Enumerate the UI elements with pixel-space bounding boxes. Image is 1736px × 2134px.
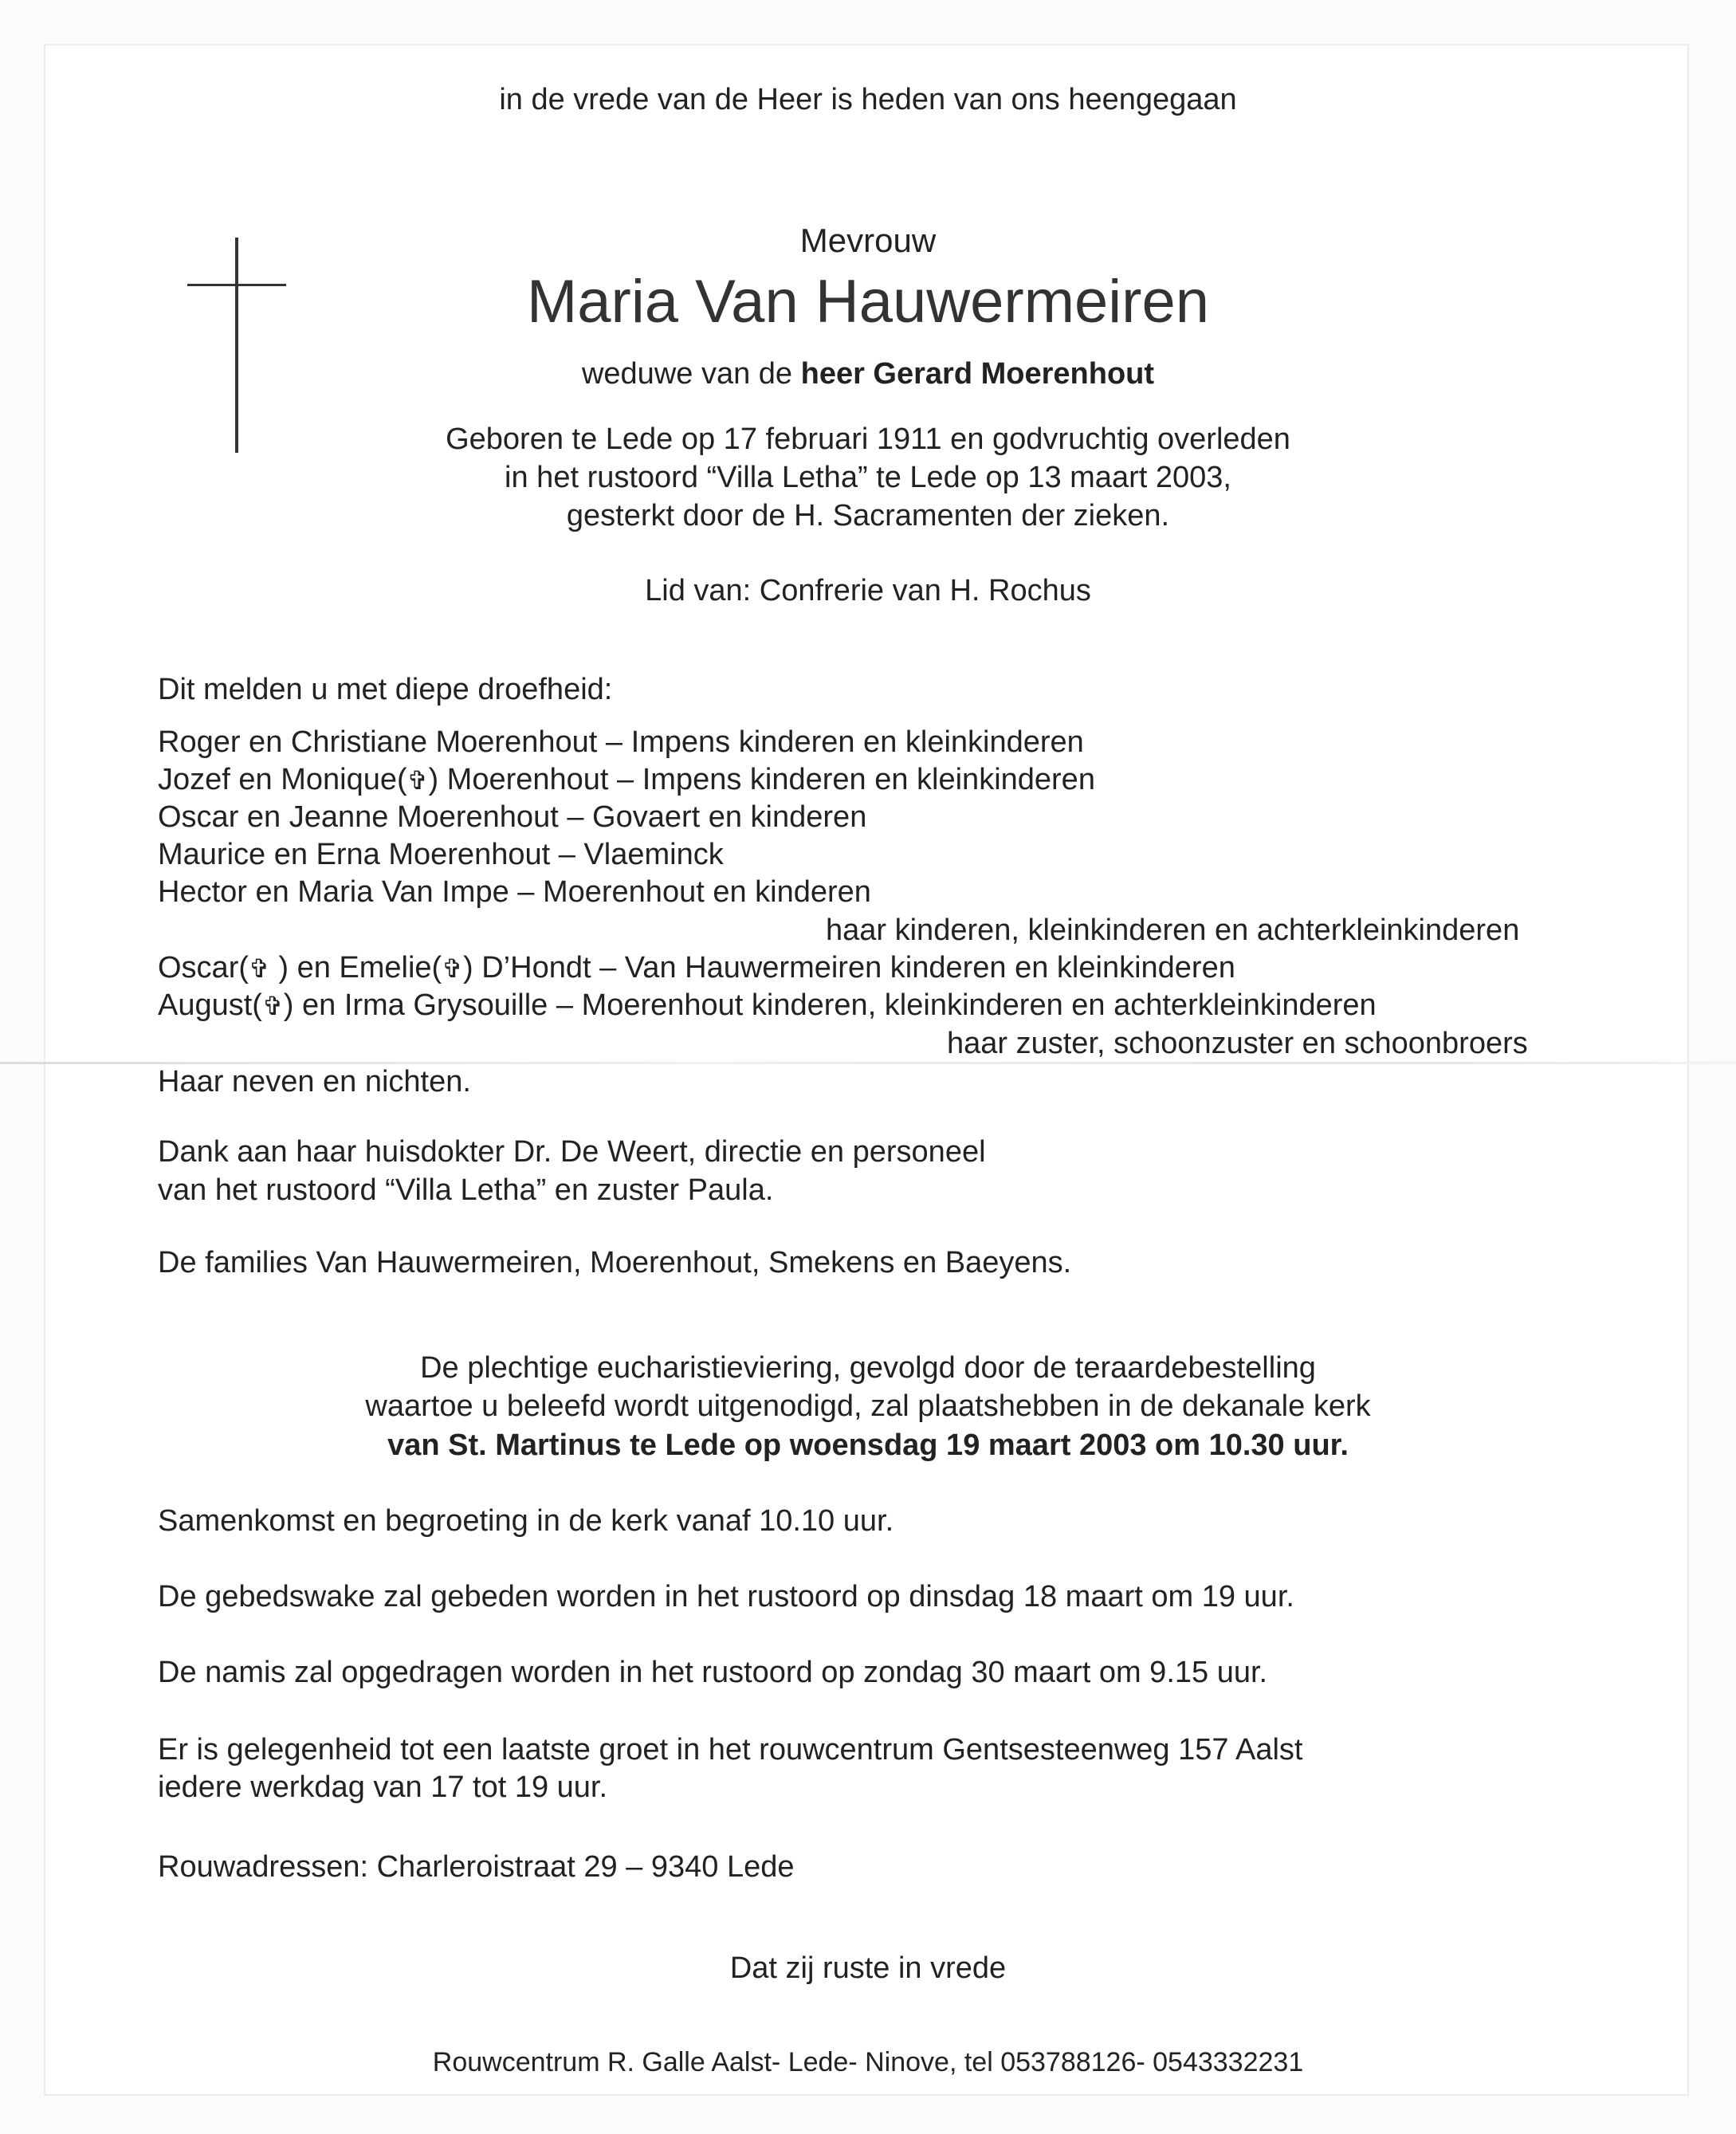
families-line: De families Van Hauwermeiren, Moerenhout, Smekens en Baeyens.	[158, 1246, 1072, 1279]
birth-line-3: gesterkt door de H. Sacramenten der zieken.	[566, 499, 1170, 533]
family-line-8: Haar neven en nichten.	[158, 1065, 471, 1098]
vigil: De gebedswake zal gebeden worden in het rustoord op dinsdag 18 maart om 19 uur.	[158, 1580, 1294, 1613]
address: Rouwadressen: Charleroistraat 29 – 9340 Lede	[158, 1850, 795, 1884]
birth-line-1: Geboren te Lede op 17 februari 1911 en godvruchtig overleden	[446, 422, 1290, 456]
footer: Rouwcentrum R. Galle Aalst- Lede- Ninove, tel 053788126- 0543332231	[432, 2047, 1304, 2077]
widow-line: weduwe van de heer Gerard Moerenhout	[581, 357, 1155, 391]
family-line-3: Oscar en Jeanne Moerenhout – Govaert en kinderen	[158, 800, 867, 834]
fold-line	[0, 1062, 1736, 1064]
title-prefix: Mevrouw	[799, 222, 937, 259]
small-cross-icon: ✞	[442, 953, 464, 984]
small-cross-icon: ✞	[249, 953, 270, 984]
family-line-7: August(✞) en Irma Grysouille – Moerenhout kinderen, kleinkinderen en achterkleinkinderen	[158, 988, 1377, 1022]
family-line-6: Oscar(✞ ) en Emelie(✞) D’Hondt – Van Hauwermeiren kinderen en kleinkinderen	[158, 951, 1235, 984]
ceremony-line-bold: van St. Martinus te Lede op woensdag 19 maart 2003 om 10.30 uur.	[387, 1429, 1349, 1462]
ceremony-line-2: waartoe u beleefd wordt uitgenodigd, zal plaatshebben in de dekanale kerk	[365, 1389, 1371, 1423]
membership: Lid van: Confrerie van H. Rochus	[645, 574, 1091, 607]
family-line-1: Roger en Christiane Moerenhout – Impens kinderen en kleinkinderen	[158, 725, 1084, 759]
deceased-name: Maria Van Hauwermeiren	[526, 268, 1210, 336]
family-line-2: Jozef en Monique(✞) Moerenhout – Impens kinderen en kleinkinderen	[158, 763, 1095, 796]
thanks-line-1: Dank aan haar huisdokter Dr. De Weert, directie en personeel	[158, 1135, 986, 1169]
birth-line-2: in het rustoord “Villa Letha” te Lede op 13 maart 2003,	[505, 461, 1231, 494]
ceremony-line-1: De plechtige eucharistieviering, gevolgd door de teraardebestelling	[420, 1351, 1316, 1385]
closing: Dat zij ruste in vrede	[729, 1951, 1007, 1985]
announcement: Dit melden u met diepe droefheid:	[158, 673, 613, 706]
family-line-5: Hector en Maria Van Impe – Moerenhout en kinderen	[158, 875, 871, 909]
family-role-2: haar zuster, schoonzuster en schoonbroers	[947, 1027, 1528, 1060]
greeting-line-2: iedere werkdag van 17 tot 19 uur.	[158, 1770, 608, 1804]
intro-text: in de vrede van de Heer is heden van ons heengegaan	[499, 83, 1237, 116]
small-cross-icon: ✞	[407, 765, 429, 796]
gathering: Samenkomst en begroeting in de kerk vanaf 10.10 uur.	[158, 1504, 894, 1538]
family-role-1: haar kinderen, kleinkinderen en achterkleinkinderen	[826, 914, 1520, 947]
family-line-4: Maurice en Erna Moerenhout – Vlaeminck	[158, 838, 724, 871]
small-cross-icon: ✞	[261, 991, 284, 1021]
greeting-line-1: Er is gelegenheid tot een laatste groet in het rouwcentrum Gentsesteenweg 157 Aalst	[158, 1733, 1303, 1767]
mass: De namis zal opgedragen worden in het rustoord op zondag 30 maart om 9.15 uur.	[158, 1656, 1268, 1689]
thanks-line-2: van het rustoord “Villa Letha” en zuster Paula.	[158, 1173, 774, 1207]
